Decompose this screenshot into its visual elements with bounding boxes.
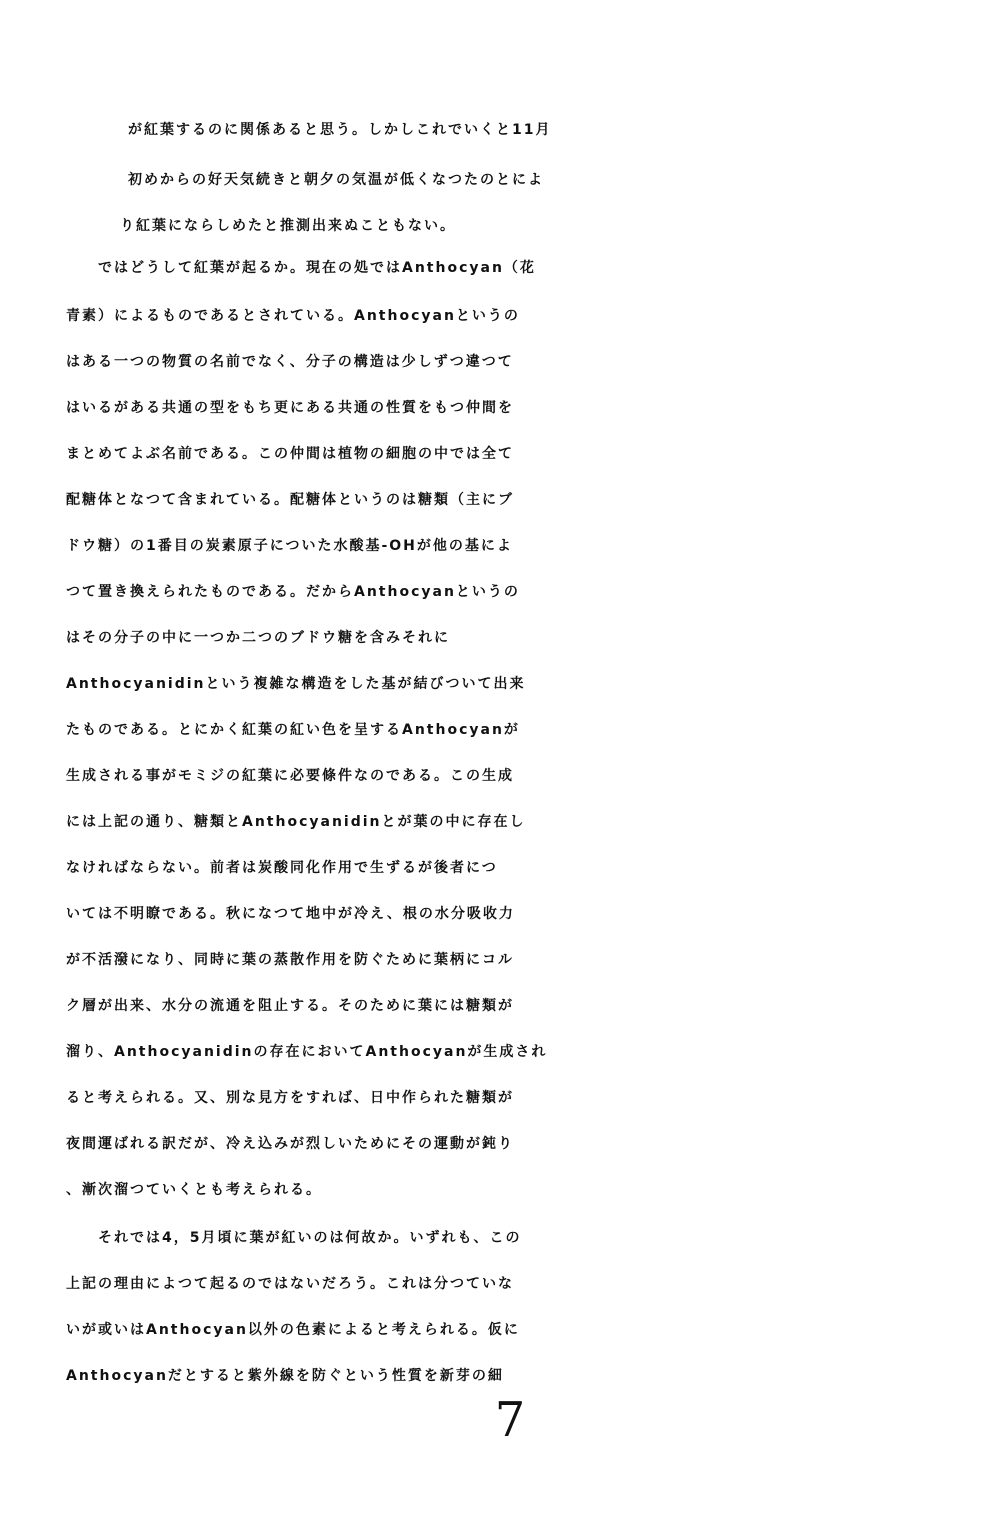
text-line: Anthocyanだとすると紫外線を防ぐという性質を新芽の細 (66, 1368, 504, 1384)
text-line: 溜り、Anthocyanidinの存在においてAnthocyanが生成され (66, 1044, 548, 1060)
text-line: はある一つの物質の名前でなく、分子の構造は少しずつ違つて (66, 354, 514, 370)
text-line: 、漸次溜つていくとも考えられる。 (66, 1182, 322, 1198)
text-line: ると考えられる。又、別な見方をすれば、日中作られた糖類が (66, 1090, 514, 1106)
text-line: ク層が出来、水分の流通を阻止する。そのために葉には糖類が (66, 998, 514, 1014)
text-line: が紅葉するのに関係あると思う。しかしこれでいくと11月 (128, 122, 552, 138)
text-line: まとめてよぶ名前である。この仲間は植物の細胞の中では全て (66, 446, 514, 462)
text-line: つて置き換えられたものである。だからAnthocyanというの (66, 584, 520, 600)
text-line: ドウ糖）の1番目の炭素原子についた水酸基-OHが他の基によ (66, 538, 513, 554)
text-line: 夜間運ばれる訳だが、冷え込みが烈しいためにその運動が鈍り (66, 1136, 514, 1152)
text-line: 青素）によるものであるとされている。Anthocyanというの (66, 308, 520, 324)
text-line: たものである。とにかく紅葉の紅い色を呈するAnthocyanが (66, 722, 520, 738)
text-line: ではどうして紅葉が起るか。現在の処ではAnthocyan（花 (98, 260, 536, 276)
text-line: いが或いはAnthocyan以外の色素によると考えられる。仮に (66, 1322, 520, 1338)
text-line: 上記の理由によつて起るのではないだろう。これは分つていな (66, 1276, 514, 1292)
text-line: り紅葉にならしめたと推測出来ぬこともない。 (120, 218, 456, 234)
text-line: いては不明瞭である。秋になつて地中が冷え、根の水分吸收力 (66, 906, 515, 922)
text-line: には上記の通り、糖類とAnthocyanidinとが葉の中に存在し (66, 814, 526, 830)
text-line: 初めからの好天気続きと朝夕の気温が低くなつたのとによ (128, 172, 544, 188)
text-line: 配糖体となつて含まれている。配糖体というのは糖類（主にブ (66, 492, 514, 508)
text-line: それでは4，5月頃に葉が紅いのは何故か。いずれも、この (98, 1230, 522, 1246)
page-number: 7 (494, 1392, 526, 1448)
text-line: はいるがある共通の型をもち更にある共通の性質をもつ仲間を (66, 400, 514, 416)
text-line: Anthocyanidinという複雑な構造をした基が結びついて出来 (66, 676, 526, 692)
text-line: はその分子の中に一つか二つのブドウ糖を含みそれに (66, 630, 450, 646)
text-line: 生成される事がモミジの紅葉に必要條件なのである。この生成 (66, 768, 514, 784)
text-line: が不活潑になり、同時に葉の蒸散作用を防ぐために葉柄にコル (66, 952, 514, 968)
text-line: なければならない。前者は炭酸同化作用で生ずるが後者につ (66, 860, 498, 876)
